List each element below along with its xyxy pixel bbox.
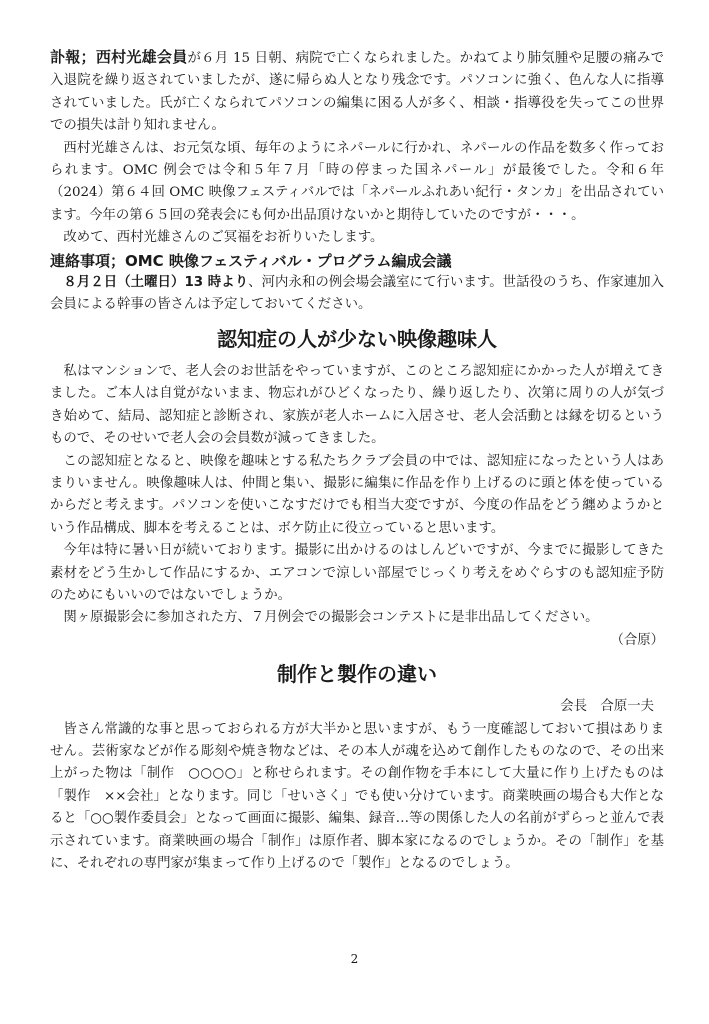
notice-paragraph (50, 272, 664, 317)
newsletter-page (50, 46, 664, 875)
article1-paragraph-4: 関ヶ原撮影会に参加された方、７月例会での撮影会コンテストに是非出品してください。 (63, 610, 599, 626)
article2-paragraph-1: 皆さん常識的な事と思っておられる方が大半かと思いますが、もう一度確認しておいて損はありません。芸術家などが作る彫刻や焼き物などは、その本人が魂を込めて創作したものなので、その出来上がった物は「制作 ○○○○」と称せられます。その創作物を手本にして大量に作り上げたものは「製作 ××会社」となります。同じ「せいさく」でも使い分けています。商業映画の場合も大作となると「○○製作委員会」となって画面に撮影、編集、録音…等の関係した人の名前がずらっと並んで表示されています。商業映画の場合「制作」は原作者、脚本家になるのでしょうか。その「制作」を基に、それぞれの専門家が集まって作り上げるので「製作」となるのでしょう。 (50, 721, 664, 871)
article1-signature: （合原） (610, 632, 664, 648)
obituary-heading: 訃報；西村光雄会員 (50, 48, 188, 66)
article2-author: 会長 合原一夫 (560, 699, 654, 715)
article1-title: 認知症の人が少ない映像趣味人 (217, 326, 497, 351)
notice-body: 、河内永和の例会場会議室にて行います。世話役のうち、作家連加入会員による幹事の皆さんは予定しておいてください。 (50, 275, 664, 313)
article2-title: 制作と製作の違い (277, 662, 437, 687)
notice-datetime: ８月２日（土曜日）13 時より (63, 275, 249, 291)
obituary-paragraph-3: 改めて、西村光雄さんのご冥福をお祈りいたします。 (63, 230, 384, 246)
page-number: 2 (350, 952, 359, 966)
obituary-paragraph (50, 46, 664, 138)
notice-heading: 連絡事項；OMC 映像フェスティバル・プログラム編成会議 (50, 251, 452, 270)
article1-paragraph-1: 私はマンションで、老人会のお世話をやっていますが、このところ認知症にかかった人が増えてきました。ご本人は自覚がないまま、物忘れがひどくなったり、繰り返したり、次第に周りの人が気づき始めて、結局、認知症と診断され、家族が老人ホームに入居させ、老人会活動とは縁を切るというもので、そのせいで老人会の会員数が減ってきました。 (50, 363, 664, 447)
obituary-paragraph-2: 西村光雄さんは、お元気な頃、毎年のようにネパールに行かれ、ネパールの作品を数多く作っておられます。OMC 例会では令和５年７月「時の停まった国ネパール」が最後でした。令和６年（2024）第６４回 OMC 映像フェスティバルでは「ネパールふれあい紀行・タンカ」を出品されています。今年の第６５回の発表会にも何か出品頂けないかと期待していたのですが・・・。 (50, 140, 664, 223)
article1-paragraph-3: 今年は特に暑い日が続いております。撮影に出かけるのはしんどいですが、今までに撮影してきた素材をどう生かして作品にするか、エアコンで涼しい部屋でじっくり考えをめぐらすのも認知症予防のためにもいいのではないでしょうか。 (50, 543, 664, 603)
article1-paragraph-2: この認知症となると、映像を趣味とする私たちクラブ会員の中では、認知症になったという人はあまりいません。映像趣味人は、仲間と集い、撮影に編集に作品を作り上げるのに頭と体を使っているからだと考えます。パソコンを使いこなすだけでも相当大変ですが、今度の作品をどう纏めようかという作品構成、脚本を考えることは、ボケ防止に役立っていると思います。 (50, 453, 664, 536)
obituary-body: が６月 15 日朝、病院で亡くなられました。かねてより肺気腫や足腰の痛みで入退院を繰り返されていましたが、遂に帰らぬ人となり残念です。パソコンに強く、色んな人に指導されていました。氏が亡くなられてパソコンの編集に困る人が多く、相談・指導役を失ってこの世界での損失は計り知れません。 (50, 51, 664, 134)
